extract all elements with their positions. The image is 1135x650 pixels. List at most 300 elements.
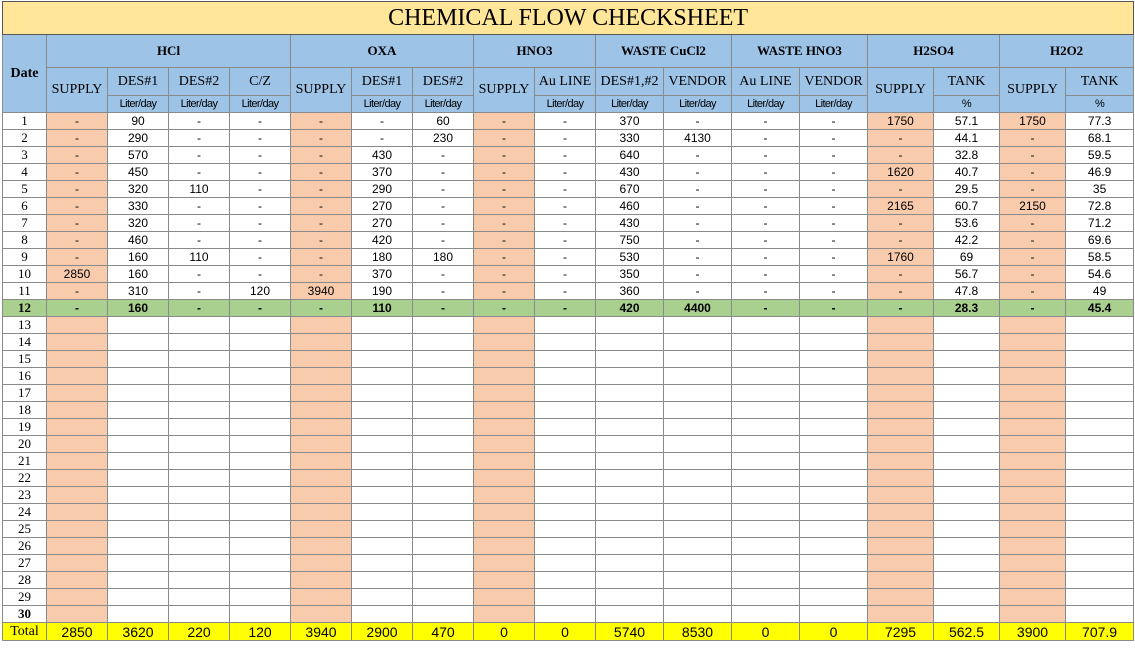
data-cell[interactable] [868,351,934,368]
data-cell[interactable]: - [732,130,800,147]
data-cell[interactable]: 160 [108,249,169,266]
data-cell[interactable]: 2150 [1000,198,1066,215]
data-cell[interactable] [230,453,291,470]
data-cell[interactable] [1066,487,1134,504]
data-cell[interactable] [596,555,664,572]
data-cell[interactable] [352,470,413,487]
data-cell[interactable]: - [413,300,474,317]
data-cell[interactable] [1066,351,1134,368]
data-cell[interactable]: 60 [413,113,474,130]
data-cell[interactable] [1066,317,1134,334]
data-cell[interactable] [352,351,413,368]
data-cell[interactable]: - [352,113,413,130]
data-cell[interactable]: 270 [352,215,413,232]
data-cell[interactable]: 42.2 [934,232,1000,249]
data-cell[interactable] [47,521,108,538]
data-cell[interactable]: - [413,215,474,232]
data-cell[interactable] [800,521,868,538]
data-cell[interactable] [413,555,474,572]
data-cell[interactable] [664,317,732,334]
data-cell[interactable]: - [47,147,108,164]
data-cell[interactable]: - [230,300,291,317]
data-cell[interactable] [535,589,596,606]
data-cell[interactable] [868,368,934,385]
data-cell[interactable]: - [732,164,800,181]
data-cell[interactable]: - [169,130,230,147]
data-cell[interactable] [664,419,732,436]
data-cell[interactable]: 4400 [664,300,732,317]
data-cell[interactable]: - [732,266,800,283]
data-cell[interactable]: 570 [108,147,169,164]
data-cell[interactable] [230,538,291,555]
data-cell[interactable]: - [169,164,230,181]
data-cell[interactable] [535,453,596,470]
data-cell[interactable] [230,436,291,453]
data-cell[interactable]: 420 [596,300,664,317]
data-cell[interactable] [868,436,934,453]
data-cell[interactable]: 290 [352,181,413,198]
data-cell[interactable] [664,368,732,385]
data-cell[interactable] [596,521,664,538]
data-cell[interactable] [664,436,732,453]
data-cell[interactable] [934,572,1000,589]
data-cell[interactable]: - [535,249,596,266]
data-cell[interactable] [230,606,291,623]
data-cell[interactable]: - [169,215,230,232]
data-cell[interactable] [800,385,868,402]
data-cell[interactable]: - [732,232,800,249]
data-cell[interactable]: - [664,232,732,249]
data-cell[interactable] [47,487,108,504]
data-cell[interactable]: 110 [352,300,413,317]
data-cell[interactable] [108,453,169,470]
data-cell[interactable] [596,487,664,504]
data-cell[interactable] [800,368,868,385]
data-cell[interactable] [291,402,352,419]
data-cell[interactable] [664,334,732,351]
data-cell[interactable]: - [413,232,474,249]
data-cell[interactable] [934,555,1000,572]
data-cell[interactable] [108,487,169,504]
data-cell[interactable]: 110 [169,249,230,266]
data-cell[interactable]: 45.4 [1066,300,1134,317]
data-cell[interactable] [868,317,934,334]
data-cell[interactable]: - [664,198,732,215]
data-cell[interactable] [474,453,535,470]
data-cell[interactable] [1066,436,1134,453]
data-cell[interactable] [413,538,474,555]
data-cell[interactable]: - [1000,181,1066,198]
data-cell[interactable]: 420 [352,232,413,249]
data-cell[interactable] [1066,555,1134,572]
data-cell[interactable]: 430 [596,164,664,181]
data-cell[interactable]: 460 [108,232,169,249]
data-cell[interactable] [47,589,108,606]
data-cell[interactable] [664,351,732,368]
data-cell[interactable] [352,555,413,572]
data-cell[interactable]: 35 [1066,181,1134,198]
data-cell[interactable]: 59.5 [1066,147,1134,164]
data-cell[interactable]: - [291,266,352,283]
data-cell[interactable] [934,351,1000,368]
data-cell[interactable]: 54.6 [1066,266,1134,283]
data-cell[interactable] [230,317,291,334]
data-cell[interactable]: - [413,181,474,198]
data-cell[interactable] [934,589,1000,606]
data-cell[interactable] [413,589,474,606]
data-cell[interactable]: - [868,300,934,317]
data-cell[interactable] [47,572,108,589]
data-cell[interactable] [596,402,664,419]
data-cell[interactable] [535,555,596,572]
data-cell[interactable] [169,317,230,334]
data-cell[interactable]: - [664,181,732,198]
data-cell[interactable]: - [47,249,108,266]
data-cell[interactable] [108,436,169,453]
data-cell[interactable] [800,589,868,606]
data-cell[interactable]: 270 [352,198,413,215]
data-cell[interactable]: - [1000,147,1066,164]
data-cell[interactable] [664,385,732,402]
data-cell[interactable] [1000,402,1066,419]
data-cell[interactable]: 230 [413,130,474,147]
data-cell[interactable] [352,521,413,538]
data-cell[interactable] [535,385,596,402]
data-cell[interactable]: 110 [169,181,230,198]
data-cell[interactable] [47,606,108,623]
data-cell[interactable]: - [474,283,535,300]
data-cell[interactable] [230,572,291,589]
data-cell[interactable] [230,334,291,351]
data-cell[interactable] [230,521,291,538]
data-cell[interactable] [664,487,732,504]
data-cell[interactable] [108,589,169,606]
data-cell[interactable] [732,470,800,487]
data-cell[interactable]: 430 [596,215,664,232]
data-cell[interactable] [596,453,664,470]
data-cell[interactable] [47,368,108,385]
data-cell[interactable] [230,589,291,606]
data-cell[interactable] [291,453,352,470]
data-cell[interactable]: 29.5 [934,181,1000,198]
data-cell[interactable] [474,504,535,521]
data-cell[interactable]: 40.7 [934,164,1000,181]
data-cell[interactable]: 53.6 [934,215,1000,232]
data-cell[interactable] [732,453,800,470]
data-cell[interactable]: - [47,164,108,181]
data-cell[interactable] [596,385,664,402]
data-cell[interactable]: 72.8 [1066,198,1134,215]
data-cell[interactable] [934,538,1000,555]
data-cell[interactable] [596,572,664,589]
data-cell[interactable]: 1750 [1000,113,1066,130]
data-cell[interactable] [732,538,800,555]
data-cell[interactable]: - [868,232,934,249]
data-cell[interactable] [800,487,868,504]
data-cell[interactable] [413,436,474,453]
data-cell[interactable] [352,589,413,606]
data-cell[interactable]: - [474,249,535,266]
data-cell[interactable] [352,504,413,521]
data-cell[interactable] [1000,487,1066,504]
data-cell[interactable]: 370 [352,164,413,181]
data-cell[interactable] [230,402,291,419]
data-cell[interactable] [413,504,474,521]
data-cell[interactable]: 370 [352,266,413,283]
data-cell[interactable] [934,334,1000,351]
data-cell[interactable] [413,521,474,538]
data-cell[interactable]: 44.1 [934,130,1000,147]
data-cell[interactable]: 160 [108,300,169,317]
data-cell[interactable]: - [474,198,535,215]
data-cell[interactable]: - [1000,249,1066,266]
data-cell[interactable]: - [535,181,596,198]
data-cell[interactable] [664,538,732,555]
data-cell[interactable] [1000,368,1066,385]
data-cell[interactable]: 3940 [291,283,352,300]
data-cell[interactable] [352,453,413,470]
data-cell[interactable]: - [800,113,868,130]
data-cell[interactable] [934,521,1000,538]
data-cell[interactable] [169,419,230,436]
data-cell[interactable]: - [230,113,291,130]
data-cell[interactable] [664,470,732,487]
data-cell[interactable]: 640 [596,147,664,164]
data-cell[interactable] [169,555,230,572]
data-cell[interactable] [664,504,732,521]
data-cell[interactable] [47,402,108,419]
data-cell[interactable]: 460 [596,198,664,215]
data-cell[interactable] [1000,572,1066,589]
data-cell[interactable] [108,419,169,436]
data-cell[interactable] [47,419,108,436]
data-cell[interactable] [934,504,1000,521]
data-cell[interactable] [108,351,169,368]
data-cell[interactable] [1066,504,1134,521]
data-cell[interactable] [596,504,664,521]
data-cell[interactable] [413,368,474,385]
data-cell[interactable] [47,334,108,351]
data-cell[interactable]: 430 [352,147,413,164]
data-cell[interactable]: - [868,215,934,232]
data-cell[interactable]: - [800,283,868,300]
data-cell[interactable]: 670 [596,181,664,198]
data-cell[interactable] [291,368,352,385]
data-cell[interactable] [1000,555,1066,572]
data-cell[interactable]: - [230,266,291,283]
data-cell[interactable]: - [535,164,596,181]
data-cell[interactable] [732,487,800,504]
data-cell[interactable]: - [1000,300,1066,317]
data-cell[interactable] [596,317,664,334]
data-cell[interactable] [1000,317,1066,334]
data-cell[interactable] [108,504,169,521]
data-cell[interactable] [108,385,169,402]
data-cell[interactable]: - [535,300,596,317]
data-cell[interactable] [868,589,934,606]
data-cell[interactable] [934,317,1000,334]
data-cell[interactable]: 120 [230,283,291,300]
data-cell[interactable] [413,606,474,623]
data-cell[interactable]: 160 [108,266,169,283]
data-cell[interactable] [169,436,230,453]
data-cell[interactable] [535,521,596,538]
data-cell[interactable] [1066,453,1134,470]
data-cell[interactable] [352,334,413,351]
data-cell[interactable] [732,606,800,623]
data-cell[interactable] [535,317,596,334]
data-cell[interactable] [868,402,934,419]
data-cell[interactable]: - [1000,232,1066,249]
data-cell[interactable]: 58.5 [1066,249,1134,266]
data-cell[interactable] [474,351,535,368]
data-cell[interactable] [169,334,230,351]
data-cell[interactable] [230,385,291,402]
data-cell[interactable] [413,385,474,402]
data-cell[interactable]: - [474,113,535,130]
data-cell[interactable] [169,351,230,368]
data-cell[interactable] [596,589,664,606]
data-cell[interactable] [732,504,800,521]
data-cell[interactable]: - [230,232,291,249]
data-cell[interactable] [291,538,352,555]
data-cell[interactable] [664,589,732,606]
data-cell[interactable] [230,504,291,521]
data-cell[interactable] [934,419,1000,436]
data-cell[interactable]: - [868,283,934,300]
data-cell[interactable]: - [664,215,732,232]
data-cell[interactable] [934,402,1000,419]
data-cell[interactable]: 57.1 [934,113,1000,130]
data-cell[interactable]: 310 [108,283,169,300]
data-cell[interactable] [291,504,352,521]
data-cell[interactable]: - [732,249,800,266]
data-cell[interactable]: - [800,249,868,266]
data-cell[interactable] [352,402,413,419]
data-cell[interactable] [868,521,934,538]
data-cell[interactable] [474,606,535,623]
data-cell[interactable] [732,589,800,606]
data-cell[interactable]: - [800,266,868,283]
data-cell[interactable] [664,555,732,572]
data-cell[interactable] [732,351,800,368]
data-cell[interactable]: 47.8 [934,283,1000,300]
data-cell[interactable] [474,334,535,351]
data-cell[interactable] [108,470,169,487]
data-cell[interactable]: 450 [108,164,169,181]
data-cell[interactable]: 330 [596,130,664,147]
data-cell[interactable] [596,470,664,487]
data-cell[interactable]: - [169,283,230,300]
data-cell[interactable] [108,555,169,572]
data-cell[interactable]: - [800,215,868,232]
data-cell[interactable]: - [291,181,352,198]
data-cell[interactable] [664,606,732,623]
data-cell[interactable] [1066,419,1134,436]
data-cell[interactable]: - [47,300,108,317]
data-cell[interactable] [291,351,352,368]
data-cell[interactable] [934,385,1000,402]
data-cell[interactable] [596,334,664,351]
data-cell[interactable]: - [474,215,535,232]
data-cell[interactable] [664,521,732,538]
data-cell[interactable]: - [413,164,474,181]
data-cell[interactable] [47,351,108,368]
data-cell[interactable] [868,572,934,589]
data-cell[interactable] [230,470,291,487]
data-cell[interactable] [474,521,535,538]
data-cell[interactable] [47,453,108,470]
data-cell[interactable] [352,538,413,555]
data-cell[interactable] [108,606,169,623]
data-cell[interactable] [291,385,352,402]
data-cell[interactable]: - [291,300,352,317]
data-cell[interactable] [1000,589,1066,606]
data-cell[interactable] [291,572,352,589]
data-cell[interactable]: - [535,113,596,130]
data-cell[interactable]: - [230,215,291,232]
data-cell[interactable]: - [800,232,868,249]
data-cell[interactable] [291,436,352,453]
data-cell[interactable] [868,487,934,504]
data-cell[interactable]: - [230,181,291,198]
data-cell[interactable] [291,487,352,504]
data-cell[interactable] [732,521,800,538]
data-cell[interactable]: - [732,198,800,215]
data-cell[interactable] [47,555,108,572]
data-cell[interactable] [934,470,1000,487]
data-cell[interactable]: - [291,113,352,130]
data-cell[interactable]: - [47,181,108,198]
data-cell[interactable] [1066,385,1134,402]
data-cell[interactable] [934,453,1000,470]
data-cell[interactable] [868,334,934,351]
data-cell[interactable]: 1620 [868,164,934,181]
data-cell[interactable] [169,521,230,538]
data-cell[interactable] [169,504,230,521]
data-cell[interactable]: 2165 [868,198,934,215]
data-cell[interactable] [169,538,230,555]
data-cell[interactable] [1066,334,1134,351]
data-cell[interactable] [934,436,1000,453]
data-cell[interactable] [732,572,800,589]
data-cell[interactable] [535,419,596,436]
data-cell[interactable]: - [535,147,596,164]
data-cell[interactable]: - [1000,266,1066,283]
data-cell[interactable] [1066,470,1134,487]
data-cell[interactable] [169,385,230,402]
data-cell[interactable] [474,470,535,487]
data-cell[interactable] [535,538,596,555]
data-cell[interactable] [800,419,868,436]
data-cell[interactable] [800,470,868,487]
data-cell[interactable] [596,606,664,623]
data-cell[interactable]: - [230,147,291,164]
data-cell[interactable]: 180 [352,249,413,266]
data-cell[interactable] [1066,606,1134,623]
data-cell[interactable] [474,572,535,589]
data-cell[interactable]: 750 [596,232,664,249]
data-cell[interactable]: 69 [934,249,1000,266]
data-cell[interactable] [108,521,169,538]
data-cell[interactable]: - [868,147,934,164]
data-cell[interactable]: - [535,130,596,147]
data-cell[interactable] [596,436,664,453]
data-cell[interactable] [47,385,108,402]
data-cell[interactable]: 32.8 [934,147,1000,164]
data-cell[interactable]: 180 [413,249,474,266]
data-cell[interactable] [732,419,800,436]
